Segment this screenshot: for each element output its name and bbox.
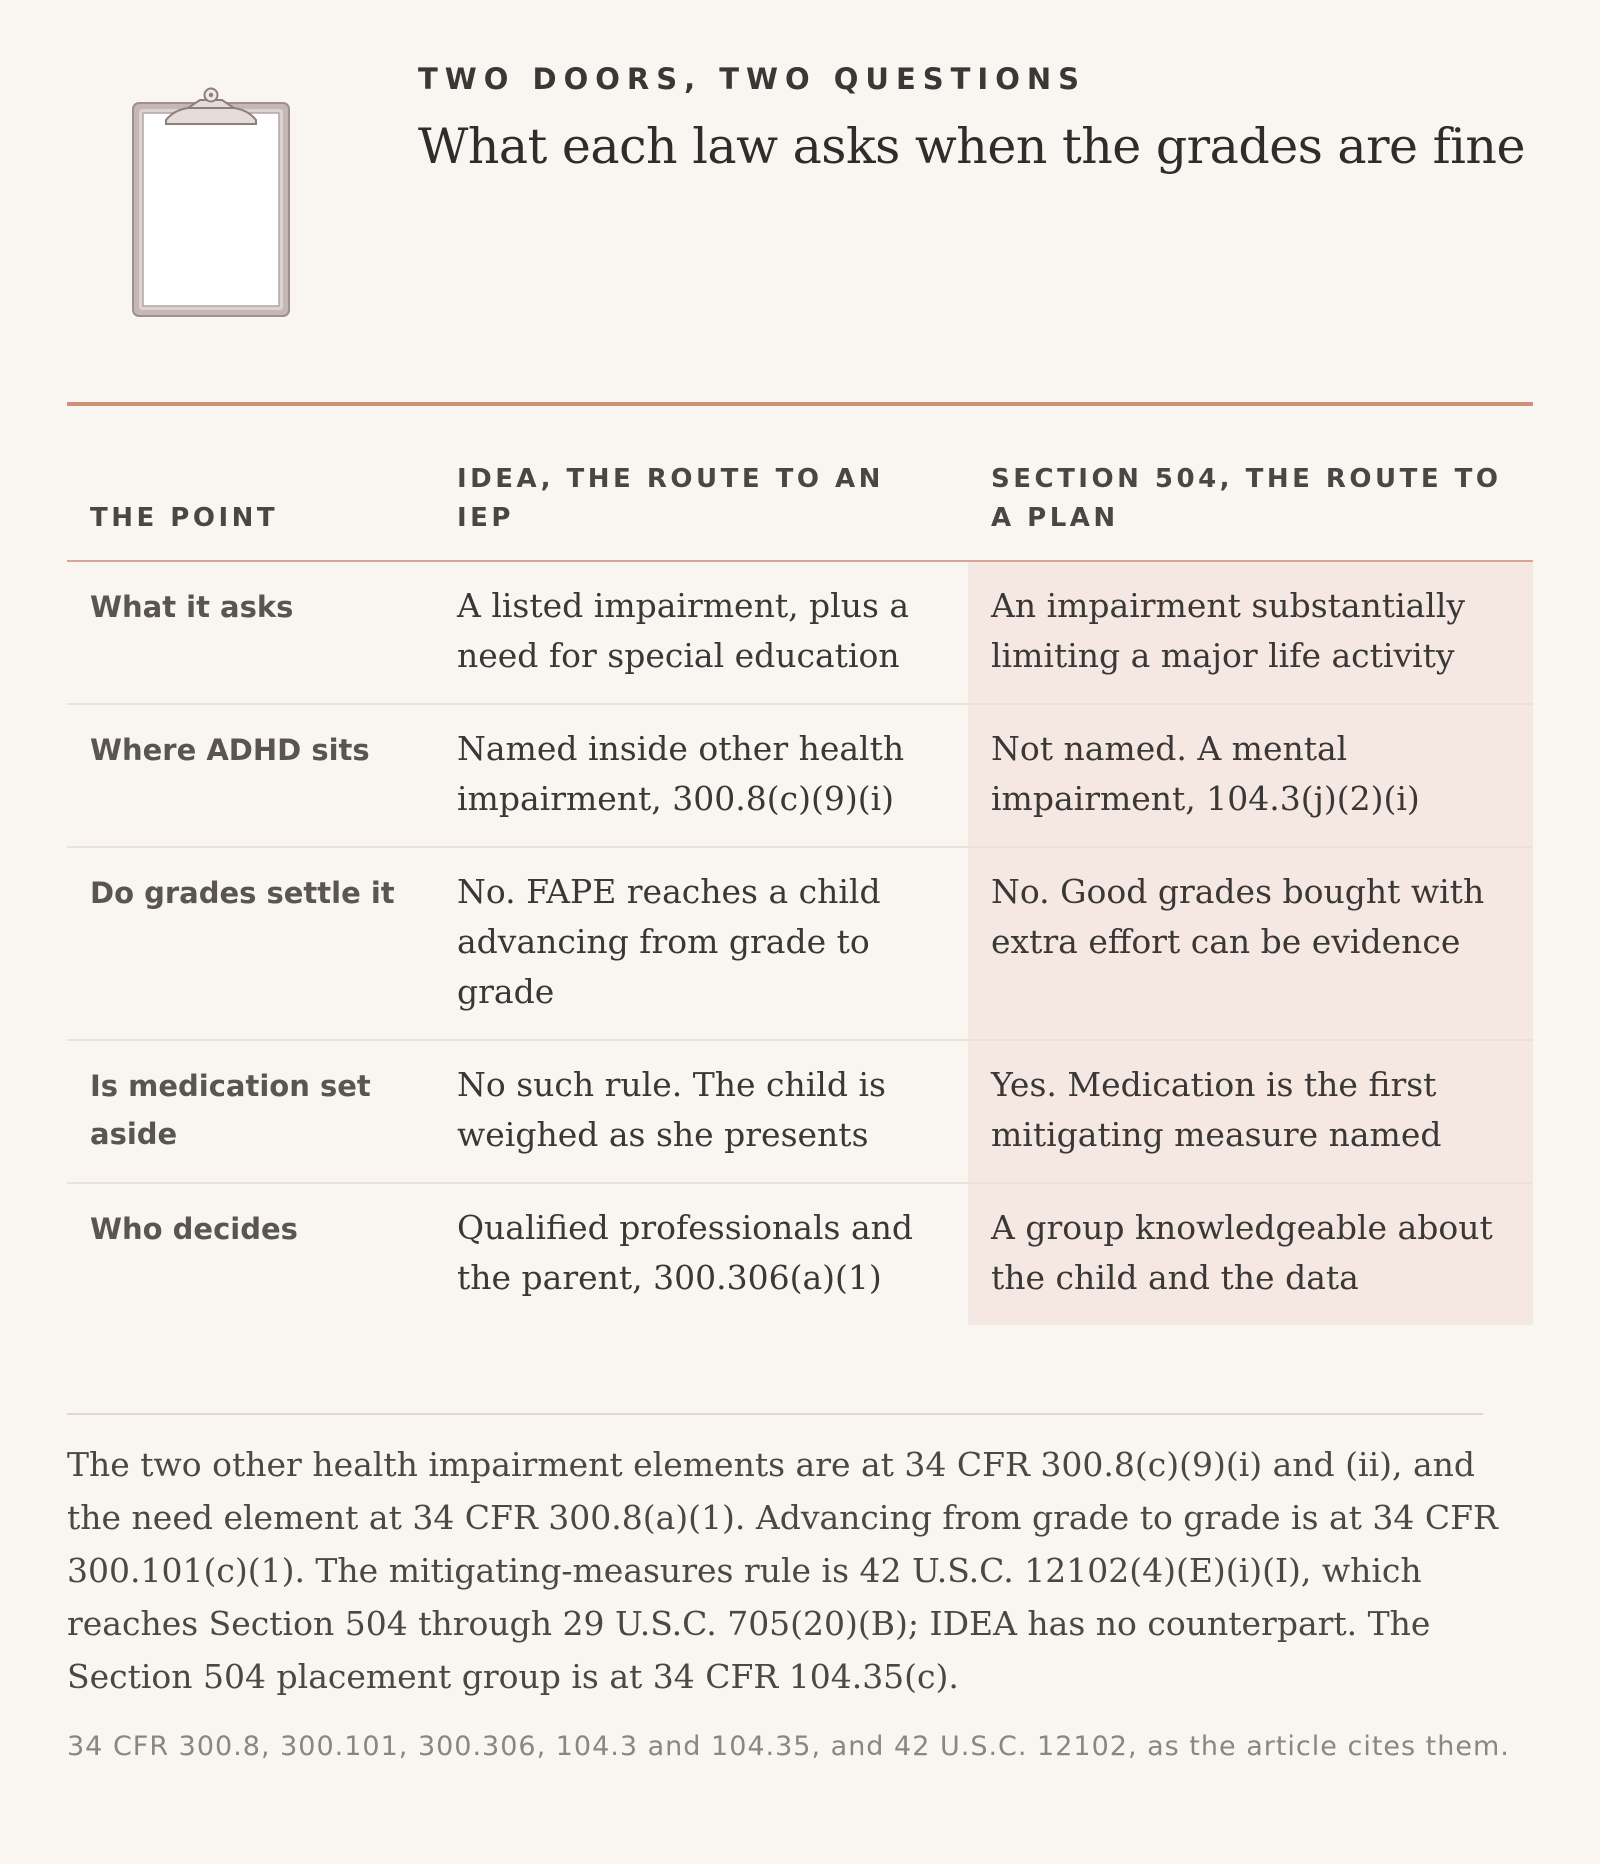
idea-cell: Named inside other health impairment, 300.8(c)(9)(i) — [434, 704, 968, 847]
table-row — [67, 1183, 1533, 1325]
column-header-section-504: SECTION 504, THE ROUTE TO A PLAN — [968, 460, 1533, 561]
footer-divider — [67, 1413, 1483, 1415]
table-header-row — [67, 460, 1533, 561]
page-title: What each law asks when the grades are fine — [418, 118, 1525, 175]
comparison-table — [67, 460, 1533, 1325]
idea-cell: No. FAPE reaches a child advancing from grade to grade — [434, 847, 968, 1040]
idea-cell: No such rule. The child is weighed as she presents — [434, 1040, 968, 1183]
section-504-cell: An impairment substantially limiting a major life activity — [968, 561, 1533, 704]
section-504-cell: A group knowledgeable about the child and the data — [968, 1183, 1533, 1325]
table-row — [67, 704, 1533, 847]
section-504-cell: No. Good grades bought with extra effort can be evidence — [968, 847, 1533, 1040]
citation-note: The two other health impairment elements are at 34 CFR 300.8(c)(9)(i) and (ii), and the need element at 34 CFR 300.8(a)(1). Advancing from grade to grade is at 34 CFR 300.101(c)(1). The mitigating-measures rule is 42 U.S.C. 12102(4)(E)(i)(I), which reaches Section 504 through 29 U.S.C. 705(20)(B); IDEA has no counterpart. The Section 504 placement group is at 34 CFR 104.35(c). — [67, 1445, 1498, 1696]
eyebrow: TWO DOORS, TWO QUESTIONS — [418, 62, 1087, 96]
clipboard-icon — [130, 86, 292, 320]
table-row — [67, 561, 1533, 704]
row-label: Is medication set aside — [67, 1040, 434, 1183]
table-row — [67, 1040, 1533, 1183]
idea-cell: A listed impairment, plus a need for special education — [434, 561, 968, 704]
section-504-cell: Yes. Medication is the first mitigating measure named — [968, 1040, 1533, 1183]
row-label: Do grades settle it — [67, 847, 434, 1040]
divider — [67, 402, 1533, 406]
row-label: What it asks — [67, 561, 434, 704]
column-header-point: THE POINT — [67, 460, 434, 561]
table-row — [67, 847, 1533, 1040]
idea-cell: Qualified professionals and the parent, 300.306(a)(1) — [457, 1208, 914, 1297]
section-504-cell: Not named. A mental impairment, 104.3(j)(2)(i) — [968, 704, 1533, 847]
row-label: Who decides — [90, 1212, 298, 1246]
row-label: Where ADHD sits — [67, 704, 434, 847]
column-header-idea: IDEA, THE ROUTE TO AN IEP — [434, 460, 968, 561]
source-line: 34 CFR 300.8, 300.101, 300.306, 104.3 and 104.35, and 42 U.S.C. 12102, as the article cites them. — [67, 1731, 1510, 1762]
